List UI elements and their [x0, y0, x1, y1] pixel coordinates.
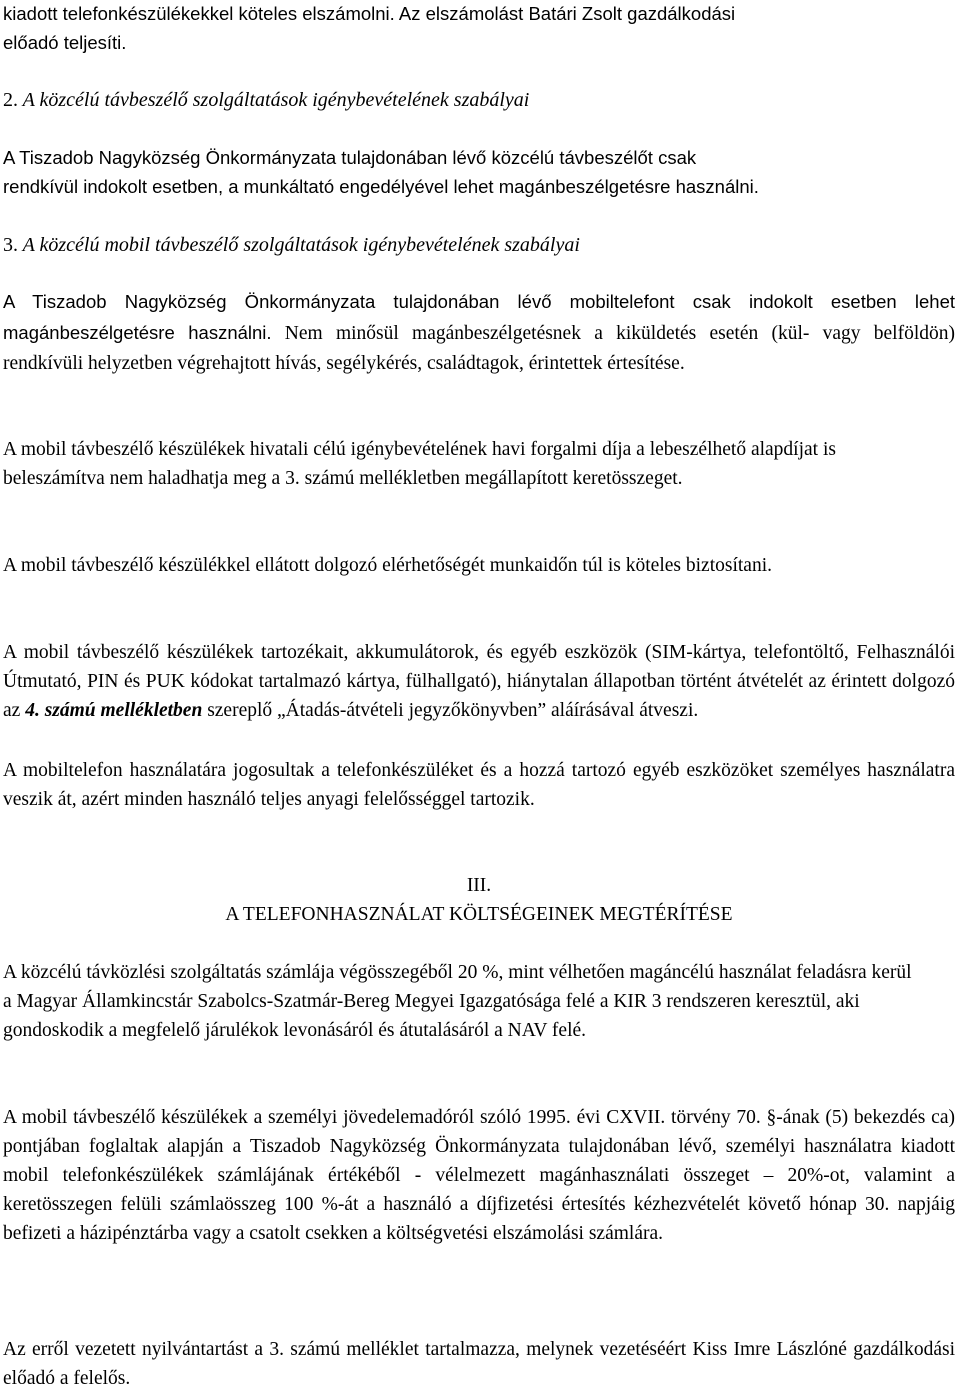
section-2-number: 2.	[3, 89, 18, 111]
intro-line-2: előadó teljesíti.	[3, 32, 127, 53]
section-2-paragraph	[3, 143, 955, 201]
section-3-title: A közcélú mobil távbeszélő szolgáltatások igénybevételének szabályai	[18, 234, 580, 256]
section-3-paragraph-1	[3, 287, 955, 379]
chapter-3-heading	[3, 871, 955, 929]
intro-paragraph	[3, 0, 955, 57]
section-2-line-1: A Tiszadob Nagyközség Önkormányzata tulajdonában lévő közcélú távbeszélőt csak	[3, 147, 697, 168]
chapter-3-roman: III.	[466, 875, 492, 896]
section-3-p4-annex-reference: 4. számú mellékletben	[25, 700, 203, 721]
section-3-paragraph-4	[3, 638, 955, 725]
section-3-heading	[3, 231, 955, 260]
section-3-paragraph-2: A mobil távbeszélő készülékek hivatali célú igénybevételének havi forgalmi díja a lebeszélhető alapdíjat is beleszámítva nem haladhatja meg a 3. számú mellékletben megállapított keretösszeget.	[3, 439, 836, 489]
chapter-3-paragraph-2: A mobil távbeszélő készülékek a személyi jövedelemadóról szóló 1995. évi CXVII. törvény 70. §-ának (5) bekezdés ca) pontjában foglaltak alapján a Tiszadob Nagyközség Önkormányzata tulajdonában lévő, személyi használatra kiadott mobil telefonkészülékek számlájának értékéből - vélelmezett magánhasználati összeget – 20%-ot, valamint a keretösszegen felüli számlaösszeg 100 %-át a használó a díjfizetési értesítés kézhezvételét követő hónap 30. napjáig befizeti a házipénztárba vagy a csatolt csekken a költségvetési elszámolási számlára.	[3, 1107, 955, 1244]
section-2-title: A közcélú távbeszélő szolgáltatások igénybevételének szabályai	[18, 89, 530, 111]
chapter-3-paragraph-3: Az erről vezetett nyilvántartást a 3. számú melléklet tartalmazza, melynek vezetéséért Kiss Imre Lászlóné gazdálkodási előadó a felelős.	[3, 1339, 955, 1389]
section-3-p1-part-a: A Tiszadob Nagyközség Önkormányzata tulajdonában lévő mobiltelefont csak indokolt esetben lehet magánbeszélgetésre használni.	[3, 291, 955, 343]
section-3-p4-part-a: A mobil távbeszélő készülékek tartozékait, akkumulátorok, és egyéb eszközök (SIM-kártya, telefontöltő, Felhasználói Útmutató, PIN és PUK kódokat tartalmazó kártya, fülhallgató), hiánytalan állapotban történt átvételét az érintett dolgozó az	[3, 642, 955, 721]
section-3-p4-part-b: szereplő „Átadás-átvételi jegyzőkönyvben” aláírásával átveszi.	[202, 700, 699, 721]
section-3-p1-part-b: Nem minősül magánbeszélgetésnek a kiküldetés esetén (kül- vagy belföldön) rendkívüli helyzetben végrehajtott hívás, segélykérés, családtagok, érintettek értesítése.	[3, 323, 955, 374]
section-2-line-2: rendkívül indokolt esetben, a munkáltató engedélyével lehet magánbeszélgetésre használni.	[3, 176, 759, 197]
section-3-number: 3.	[3, 234, 18, 256]
intro-line-1: kiadott telefonkészülékekkel köteles elszámolni. Az elszámolást Batári Zsolt gazdálkodási	[3, 3, 736, 24]
section-2-heading	[3, 86, 955, 115]
section-3-paragraph-3: A mobil távbeszélő készülékkel ellátott dolgozó elérhetőségét munkaidőn túl is köteles biztosítani.	[3, 555, 772, 576]
section-3-paragraph-5: A mobiltelefon használatára jogosultak a telefonkészüléket és a hozzá tartozó egyéb eszközöket személyes használatra veszik át, azért minden használó teljes anyagi felelősséggel tartozik.	[3, 760, 955, 810]
chapter-3-title: A TELEFONHASZNÁLAT KÖLTSÉGEINEK MEGTÉRÍTÉSE	[225, 904, 733, 925]
chapter-3-paragraph-1: A közcélú távközlési szolgáltatás számlája végösszegéből 20 %, mint vélhetően magáncélú használat feladásra kerül a Magyar Államkincstár Szabolcs-Szatmár-Bereg Megyei Igazgatósága felé a KIR 3 rendszeren keresztül, aki gondoskodik a megfelelő járulékok levonásáról és átutalásáról a NAV felé.	[3, 962, 912, 1041]
